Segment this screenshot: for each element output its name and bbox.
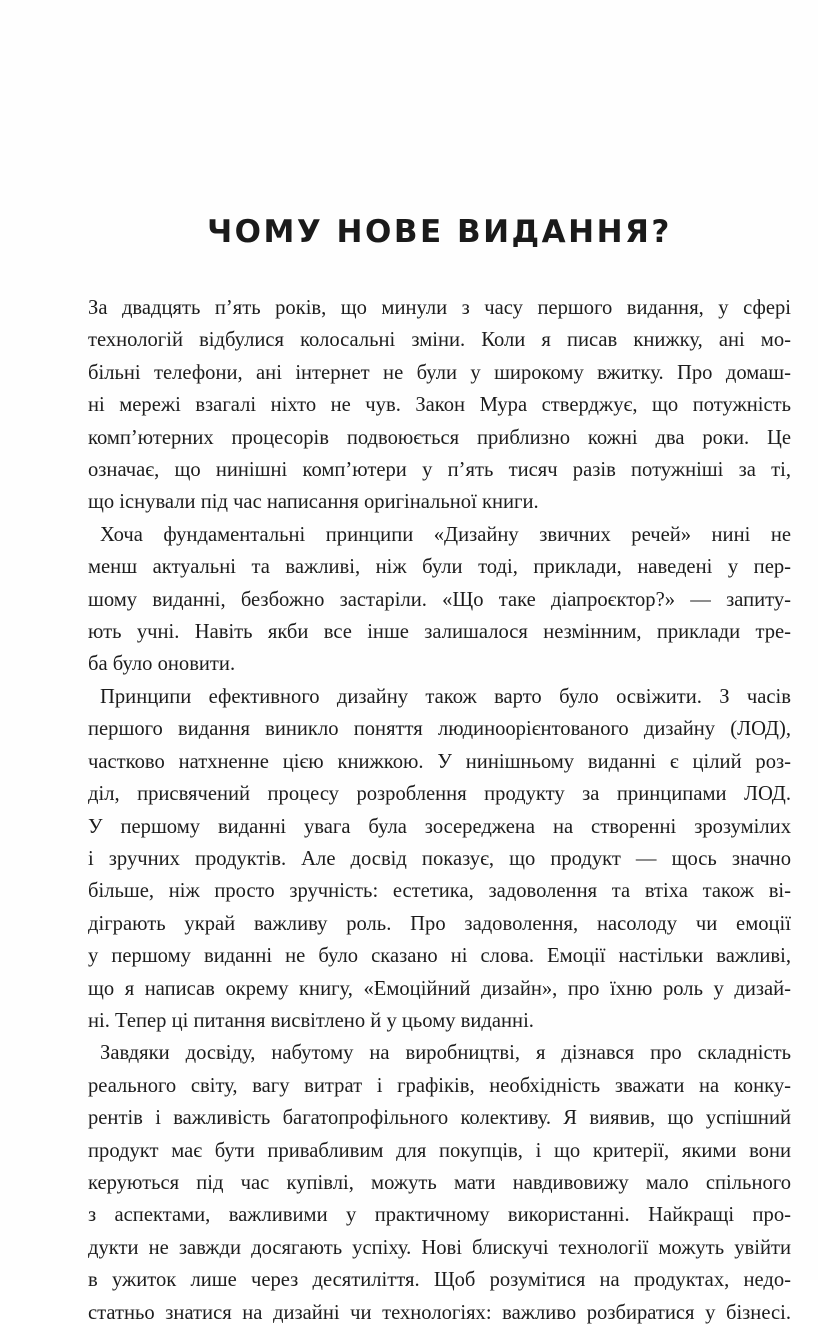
text-line: першого видання виникло поняття людиноорієнтованого дизайну (ЛОД), [88, 718, 791, 741]
text-line: шому виданні, безбожно застаріли. «Що таке діапроєктор?» — запиту- [88, 588, 791, 611]
text-line: в ужиток лише через десятиліття. Щоб розумітися на продуктах, недо- [88, 1269, 791, 1292]
text-line: ні. Тепер ці питання висвітлено й у цьому виданні. [88, 1009, 534, 1032]
text-line: статньо знатися на дизайні чи технологіях: важливо розбиратися у бізнесі. [88, 1301, 791, 1324]
text-line: У першому виданні увага була зосереджена на створенні зрозумілих [88, 815, 791, 838]
book-page [88, 212, 791, 1329]
text-line: ють учні. Навіть якби все інше залишалося незмінним, приклади тре- [88, 621, 791, 644]
text-line: рентів і важливість багатопрофільного колективу. Я виявив, що успішний [88, 1107, 791, 1130]
text-line: більні телефони, ані інтернет не були у широкому вжитку. Про домаш- [88, 361, 791, 384]
paragraph-3 [88, 681, 791, 1037]
text-line: діл, присвячений процесу розроблення продукту за принципами ЛОД. [88, 783, 791, 806]
text-line: ні мережі взагалі ніхто не чув. Закон Мура стверджує, що потужність [88, 394, 791, 417]
text-line: комп’ютерних процесорів подвоюється приблизно кожні два роки. Це [88, 426, 791, 449]
text-line: означає, що нинішні комп’ютери у п’ять тисяч разів потужніші за ті, [88, 459, 791, 482]
text-line: частково натхненне цією книжкою. У нинішньому виданні є цілий роз- [88, 750, 791, 773]
text-line: Принципи ефективного дизайну також варто було освіжити. З часів [100, 685, 791, 708]
text-line: діграють украй важливу роль. Про задоволення, насолоду чи емоції [88, 912, 791, 935]
text-line: ба було оновити. [88, 653, 236, 676]
text-line: Хоча фундаментальні принципи «Дизайну звичних речей» нині не [100, 523, 791, 546]
paragraph-2 [88, 519, 791, 681]
text-line: що я написав окрему книгу, «Емоційний дизайн», про їхню роль у дизай- [88, 977, 791, 1000]
text-line: продукт має бути привабливим для покупців, і що критерії, якими вони [88, 1139, 791, 1162]
paragraph-1 [88, 292, 791, 519]
text-line: що існували під час написання оригінальної книги. [88, 491, 539, 514]
text-line: дукти не завжди досягають успіху. Нові блискучі технології можуть увійти [88, 1236, 791, 1259]
text-line: керуються під час купівлі, можуть мати навдивовижу мало спільного [88, 1171, 791, 1194]
text-line: За двадцять п’ять років, що минули з часу першого видання, у сфері [88, 297, 791, 319]
paragraph-4 [88, 1037, 791, 1329]
text-line: більше, ніж просто зручність: естетика, задоволення та втіха також ві- [88, 880, 791, 903]
page-title: ЧОМУ НОВЕ ВИДАННЯ? [207, 214, 672, 250]
text-line: технологій відбулися колосальні зміни. Коли я писав книжку, ані мо- [88, 329, 791, 352]
text-line: реального світу, вагу витрат і графіків, необхідність зважати на конку- [88, 1074, 791, 1097]
text-line: і зручних продуктів. Але досвід показує, що продукт — щось значно [88, 847, 791, 870]
text-line: Завдяки досвіду, набутому на виробництві, я дізнався про складність [100, 1042, 791, 1065]
text-line: менш актуальні та важливі, ніж були тоді, приклади, наведені у пер- [88, 556, 791, 579]
text-line: з аспектами, важливими у практичному використанні. Найкращі про- [88, 1204, 791, 1227]
text-line: у першому виданні не було сказано ні слова. Емоції настільки важливі, [88, 945, 791, 968]
